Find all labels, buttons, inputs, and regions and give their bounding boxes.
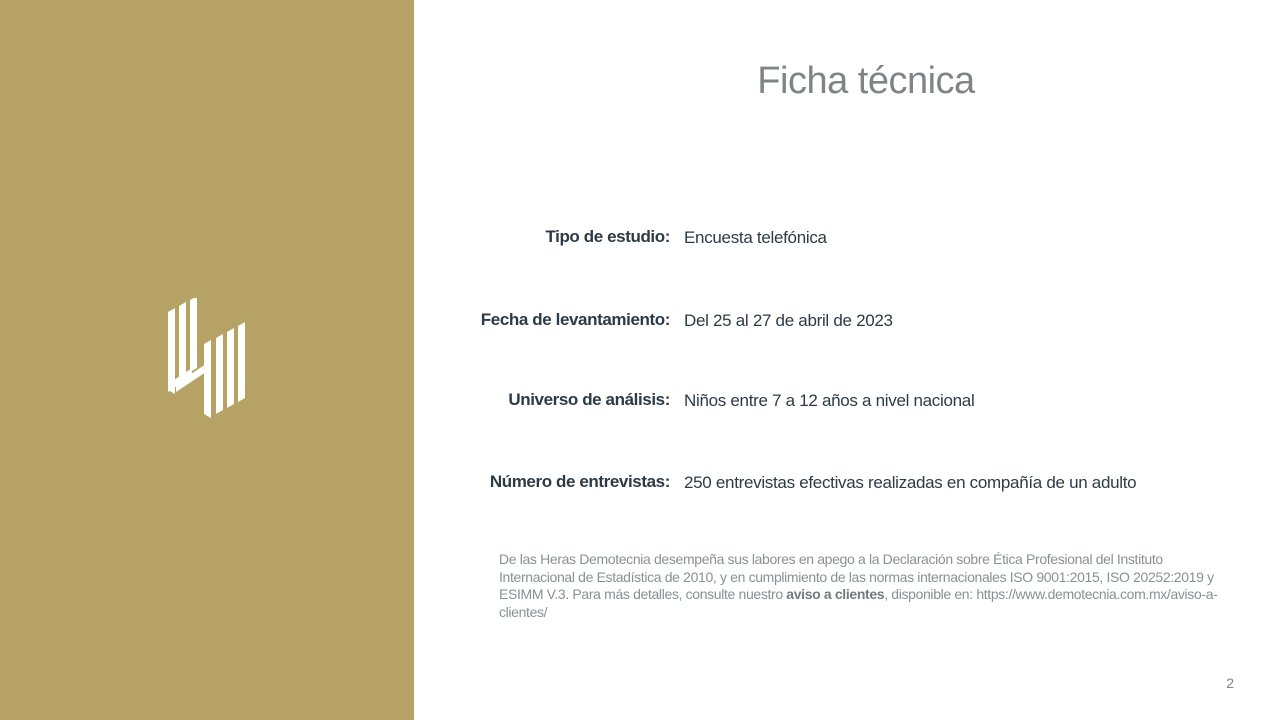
- row-label: Fecha de levantamiento:: [480, 310, 670, 329]
- row-label: Número de entrevistas:: [489, 472, 670, 491]
- row-value: Del 25 al 27 de abril de 2023: [684, 311, 893, 330]
- de-las-heras-logo-icon: [166, 298, 248, 422]
- side-panel: [0, 0, 414, 720]
- row-value: 250 entrevistas efectivas realizadas en compañía de un adulto: [684, 473, 1137, 492]
- disclaimer-text-end: , disponible en: https://www.demotecnia.com.mx/aviso-a-clientes/: [499, 586, 1218, 620]
- row-label: Tipo de estudio:: [545, 227, 670, 246]
- page-title: Ficha técnica: [757, 60, 975, 102]
- row-fecha-levantamiento: [414, 310, 1274, 340]
- disclaimer: [499, 551, 1229, 621]
- row-value: Niños entre 7 a 12 años a nivel nacional: [684, 391, 975, 410]
- row-label: Universo de análisis:: [508, 390, 670, 409]
- row-value: Encuesta telefónica: [684, 228, 827, 247]
- page-number: 2: [1226, 675, 1234, 691]
- aviso-clientes-text: aviso a clientes: [786, 586, 885, 602]
- row-tipo-estudio: [414, 227, 1274, 257]
- row-numero-entrevistas: [414, 472, 1274, 502]
- row-universo-analisis: [414, 390, 1274, 420]
- disclaimer-text: De las Heras Demotecnia desempeña sus labores en apego a la Declaración sobre Ética Profesional del Instituto Internacional de Estadística de 2010, y en cumplimiento de las normas internacionales ISO 9001:2015, ISO 20252:2019 y ESIMM V.3. Para más detalles, consulte nuestro: [499, 551, 1214, 602]
